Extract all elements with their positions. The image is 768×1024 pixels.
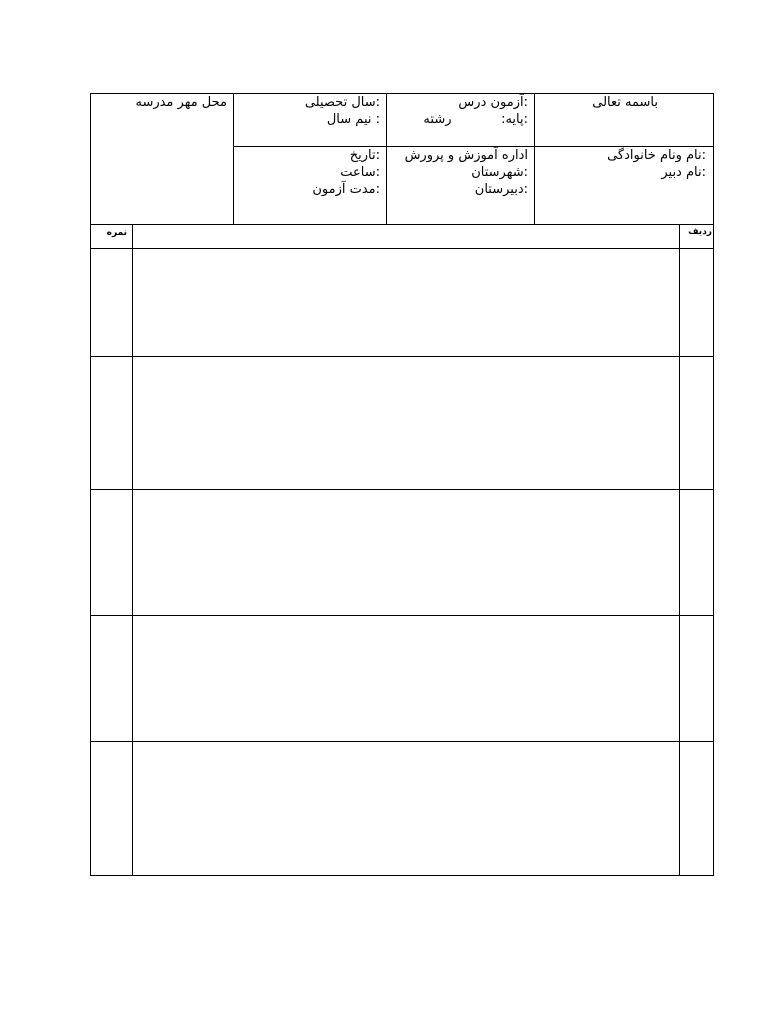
teacher-name-label: :نام دبیر [661,165,706,180]
question-row[interactable] [133,490,679,615]
education-office-label: اداره آموزش و پرورش [404,148,528,163]
exam-subject-label: :آزمون درس [458,95,528,110]
exam-time-cell [312,147,380,198]
school-stamp-cell [135,94,227,111]
row-number-header [688,227,712,237]
header-divider-3 [534,93,535,224]
time-label: :ساعت [340,165,380,180]
score-header-text: نمره [106,228,127,238]
student-name-label: :نام ونام خانوادگی [607,148,706,163]
question-row[interactable] [133,357,679,489]
academic-year-label: :سال تحصیلی [304,95,380,110]
school-stamp-label: محل مهر مدرسه [135,95,227,110]
border-left [90,93,91,876]
exam-subject-cell [423,94,528,128]
header-bottom-line [90,224,714,225]
student-info-cell [607,147,706,181]
bismillah-text: باسمه تعالی [592,95,658,110]
date-label: :تاریخ [349,148,380,163]
row-number-header-text: ردیف [688,227,712,237]
border-right [713,93,714,876]
city-label: :شهرستان [471,165,528,180]
academic-year-cell [305,94,380,128]
header-divider-2 [386,93,387,224]
row-number-column-line [679,224,680,876]
header-divider-1 [233,93,234,224]
bismillah-cell [592,94,658,111]
duration-label: :مدت آزمون [312,182,380,197]
grade-field-label: :پایه: رشته [423,112,528,127]
question-row[interactable] [133,742,679,875]
score-header [107,228,127,238]
border-bottom [90,875,714,876]
high-school-label: :دبیرستان [474,182,528,197]
question-row[interactable] [133,616,679,741]
education-office-cell [405,147,528,198]
question-row[interactable] [133,249,679,356]
semester-label: : نیم سال [326,112,380,127]
